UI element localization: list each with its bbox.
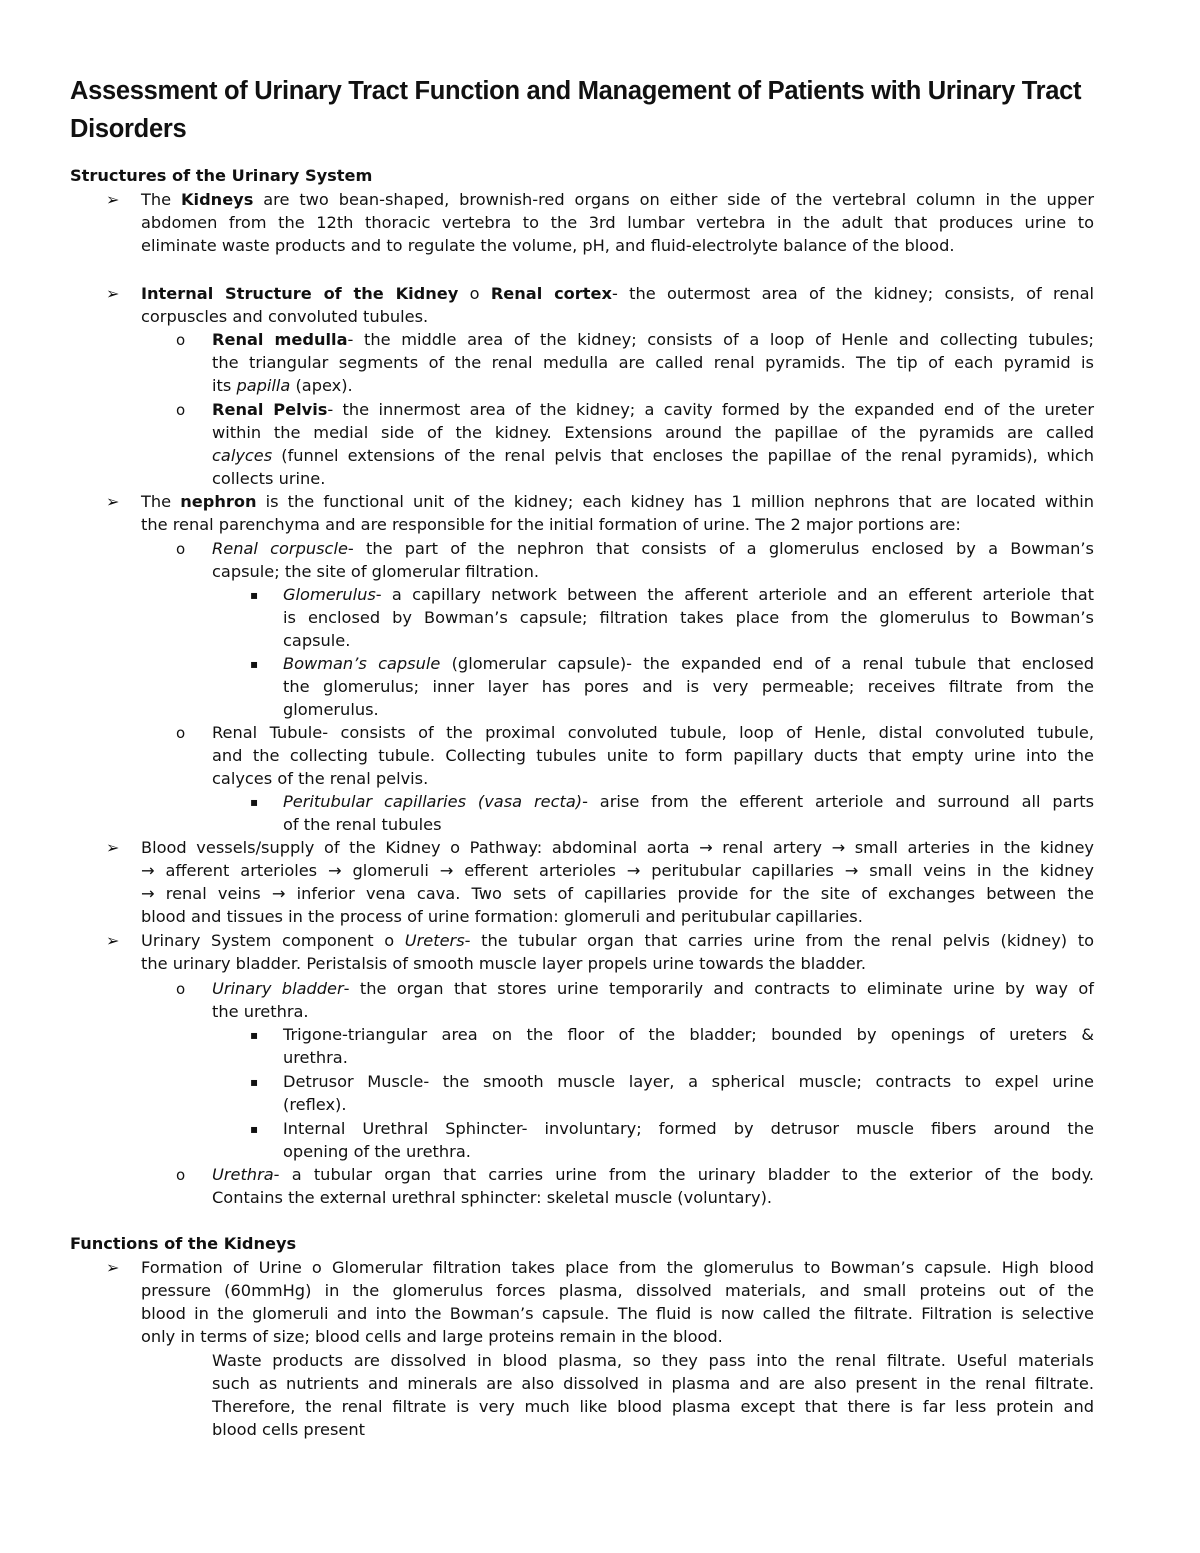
- peritubular-line-1: Peritubular capillaries (vasa recta)- arise from the efferent arteriole and surround all parts: [283, 792, 1094, 811]
- peritubular-line-2: of the renal tubules: [283, 815, 442, 834]
- internal-structure-line-1: Internal Structure of the Kidney o Renal cortex- the outermost area of the kidney; consists, of renal: [141, 284, 1094, 303]
- blood-supply-line-1: Blood vessels/supply of the Kidney o Pathway: abdominal aorta → renal artery → small arteries in the kidney: [141, 838, 1094, 857]
- urinary-bladder-line-1: Urinary bladder- the organ that stores urine temporarily and contracts to eliminate urine by way of: [212, 979, 1094, 998]
- urinary-component-line-1: Urinary System component o Ureters- the tubular organ that carries urine from the renal pelvis (kidney) to: [141, 931, 1095, 950]
- sphincter-line-2: opening of the urethra.: [283, 1142, 471, 1161]
- kidneys-line-3: eliminate waste products and to regulate the volume, pH, and fluid-electrolyte balance of the blood.: [141, 236, 955, 255]
- renal-tubule-line-2: and the collecting tubule. Collecting tubules unite to form papillary ducts that empty urine into the: [212, 746, 1094, 765]
- bowman-line-2: the glomerulus; inner layer has pores and is very permeable; receives filtrate from the: [283, 677, 1094, 696]
- trigone-line-1: Trigone-triangular area on the floor of the bladder; bounded by openings of ureters &: [283, 1025, 1094, 1044]
- blood-supply-line-2: → afferent arterioles → glomeruli → efferent arterioles → peritubular capillaries → small veins in the kidney: [141, 861, 1094, 880]
- circle-bullet: o: [176, 1166, 186, 1184]
- filtrate-line-3: Therefore, the renal filtrate is very much like blood plasma except that there is far less protein and: [212, 1397, 1094, 1416]
- circle-bullet: o: [176, 331, 186, 349]
- renal-pelvis-line-2: within the medial side of the kidney. Extensions around the papillae of the pyramids are called: [212, 423, 1094, 442]
- renal-medulla-line-3: its papilla (apex).: [212, 376, 353, 395]
- filtrate-line-2: such as nutrients and minerals are also dissolved in plasma and are also present in the renal filtrate.: [212, 1374, 1094, 1393]
- kidneys-line-1: The Kidneys are two bean-shaped, brownish-red organs on either side of the vertebral column in the upper: [141, 190, 1094, 209]
- square-bullet: ▪: [250, 588, 259, 602]
- urinary-bladder-line-2: the urethra.: [212, 1002, 309, 1021]
- arrow-bullet: ➢: [106, 190, 120, 209]
- square-bullet: ▪: [250, 1028, 259, 1042]
- glomerulus-line-3: capsule.: [283, 631, 351, 650]
- renal-corpuscle-line-1: Renal corpuscle- the part of the nephron that consists of a glomerulus enclosed by a Bowman’s: [212, 539, 1094, 558]
- square-bullet: ▪: [250, 1075, 259, 1089]
- arrow-bullet: ➢: [106, 838, 120, 857]
- urethra-line-2: Contains the external urethral sphincter: skeletal muscle (voluntary).: [212, 1188, 773, 1207]
- bowman-line-1: Bowman’s capsule (glomerular capsule)- the expanded end of a renal tubule that enclosed: [283, 654, 1094, 673]
- arrow-bullet: ➢: [106, 931, 120, 950]
- document-title: Assessment of Urinary Tract Function and Management of Patients with Urinary Tract Disorders: [70, 77, 1082, 143]
- renal-pelvis-line-3: calyces (funnel extensions of the renal pelvis that encloses the papillae of the renal pyramids), which: [212, 446, 1094, 465]
- circle-bullet: o: [176, 540, 186, 558]
- arrow-bullet: ➢: [106, 492, 120, 511]
- renal-pelvis-line-1: Renal Pelvis- the innermost area of the kidney; a cavity formed by the expanded end of the ureter: [212, 400, 1094, 419]
- section-heading-functions: Functions of the Kidneys: [70, 1234, 297, 1253]
- trigone-line-2: urethra.: [283, 1048, 348, 1067]
- detrusor-line-1: Detrusor Muscle- the smooth muscle layer, a spherical muscle; contracts to expel urine: [283, 1072, 1094, 1091]
- glomerulus-line-1: Glomerulus- a capillary network between the afferent arteriole and an efferent arteriole that: [283, 585, 1094, 604]
- filtrate-line-4: blood cells present: [212, 1420, 365, 1439]
- bowman-line-3: glomerulus.: [283, 700, 379, 719]
- internal-structure-line-2: corpuscles and convoluted tubules.: [141, 307, 429, 326]
- square-bullet: ▪: [250, 795, 259, 809]
- circle-bullet: o: [176, 980, 186, 998]
- formation-line-2: pressure (60mmHg) in the glomerulus forces plasma, dissolved materials, and small proteins out of the: [141, 1281, 1094, 1300]
- renal-medulla-line-1: Renal medulla- the middle area of the kidney; consists of a loop of Henle and collecting tubules;: [212, 330, 1095, 349]
- circle-bullet: o: [176, 724, 186, 742]
- arrow-bullet: ➢: [106, 284, 120, 303]
- glomerulus-line-2: is enclosed by Bowman’s capsule; filtration takes place from the glomerulus to Bowman’s: [283, 608, 1094, 627]
- formation-line-3: blood in the glomeruli and into the Bowman’s capsule. The fluid is now called the filtrate. Filtration is selective: [141, 1304, 1094, 1323]
- filtrate-line-1: Waste products are dissolved in blood plasma, so they pass into the renal filtrate. Useful materials: [212, 1351, 1094, 1370]
- square-bullet: ▪: [250, 1122, 259, 1136]
- renal-corpuscle-line-2: capsule; the site of glomerular filtration.: [212, 562, 539, 581]
- square-bullet: ▪: [250, 657, 259, 671]
- renal-pelvis-line-4: collects urine.: [212, 469, 326, 488]
- blood-supply-line-4: blood and tissues in the process of urine formation: glomeruli and peritubular capillaries.: [141, 907, 863, 926]
- blood-supply-line-3: → renal veins → inferior vena cava. Two sets of capillaries provide for the site of exchanges between the: [141, 884, 1094, 903]
- arrow-bullet: ➢: [106, 1258, 120, 1277]
- section-heading-structures: Structures of the Urinary System: [70, 166, 373, 185]
- renal-tubule-line-1: Renal Tubule- consists of the proximal convoluted tubule, loop of Henle, distal convoluted tubule,: [212, 723, 1094, 742]
- kidneys-line-2: abdomen from the 12th thoracic vertebra to the 3rd lumbar vertebra in the adult that produces urine to: [141, 213, 1094, 232]
- urethra-line-1: Urethra- a tubular organ that carries urine from the urinary bladder to the exterior of the body.: [212, 1165, 1094, 1184]
- nephron-line-2: the renal parenchyma and are responsible for the initial formation of urine. The 2 major portions are:: [141, 515, 961, 534]
- renal-tubule-line-3: calyces of the renal pelvis.: [212, 769, 429, 788]
- formation-line-4: only in terms of size; blood cells and large proteins remain in the blood.: [141, 1327, 723, 1346]
- formation-line-1: Formation of Urine o Glomerular filtration takes place from the glomerulus to Bowman’s capsule. High blood: [141, 1258, 1094, 1277]
- nephron-line-1: The nephron is the functional unit of the kidney; each kidney has 1 million nephrons that are located within: [141, 492, 1094, 511]
- renal-medulla-line-2: the triangular segments of the renal medulla are called renal pyramids. The tip of each pyramid is: [212, 353, 1094, 372]
- sphincter-line-1: Internal Urethral Sphincter- involuntary; formed by detrusor muscle fibers around the: [283, 1119, 1094, 1138]
- detrusor-line-2: (reflex).: [283, 1095, 347, 1114]
- circle-bullet: o: [176, 401, 186, 419]
- urinary-component-line-2: the urinary bladder. Peristalsis of smooth muscle layer propels urine towards the bladder.: [141, 954, 867, 973]
